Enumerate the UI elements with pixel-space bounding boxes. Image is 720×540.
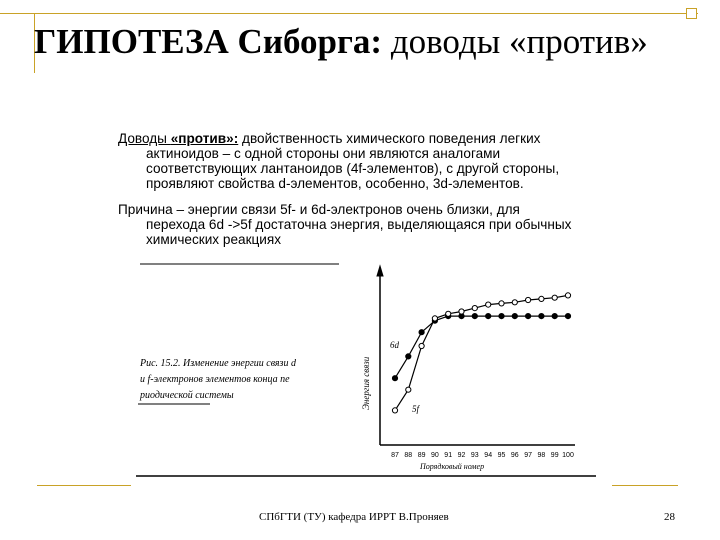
point-6d-95 <box>499 314 504 319</box>
page-number: 28 <box>664 511 675 523</box>
point-5f-91 <box>446 311 451 316</box>
point-5f-92 <box>459 309 464 314</box>
p2-line1: Причина – энергии связи 5f- и 6d-электронов очень близки, для <box>118 202 520 217</box>
x-tick-label-89: 89 <box>417 452 426 459</box>
point-5f-88 <box>406 387 411 392</box>
point-6d-94 <box>486 314 491 319</box>
x-tick-label-97: 97 <box>524 452 532 459</box>
x-tick-label-92: 92 <box>457 452 466 459</box>
y-axis-arrow <box>377 266 383 276</box>
point-5f-93 <box>472 306 477 311</box>
point-6d-99 <box>552 314 557 319</box>
title-rest: доводы «против» <box>382 22 648 61</box>
point-5f-89 <box>419 343 424 348</box>
point-5f-90 <box>432 316 437 321</box>
point-6d-97 <box>526 314 531 319</box>
x-tick-label-90: 90 <box>431 452 439 459</box>
x-tick-label-95: 95 <box>497 452 506 459</box>
point-6d-88 <box>406 354 411 359</box>
x-axis-label: Порядковый номер <box>420 462 485 471</box>
point-6d-87 <box>392 376 397 381</box>
point-5f-98 <box>539 296 544 301</box>
caption-line1: Рис. 15.2. Изменение энергии связи d <box>140 358 296 369</box>
p1-label: Доводы <box>118 131 171 146</box>
point-5f-100 <box>565 293 570 298</box>
point-5f-96 <box>512 300 517 305</box>
p2-line3: химических реакциях <box>146 232 282 247</box>
p1-bold: «против»: <box>170 131 239 146</box>
x-tick-label-87: 87 <box>391 452 399 459</box>
point-5f-97 <box>526 297 531 302</box>
p1-line2: актиноидов – с одной стороны они являются аналогами <box>146 146 501 161</box>
footer-text: СПбГТИ (ТУ) кафедра ИРРТ В.Проняев <box>259 511 449 523</box>
p2-line2: перехода 6d ->5f достаточна энергия, выделяющаяся при обычных <box>146 217 572 232</box>
caption-line2: и f-электронов элементов конца пе <box>140 374 290 385</box>
x-tick-labels <box>391 452 574 459</box>
series-label-5f: 5f <box>412 404 420 414</box>
p1-line1: двойственность химического поведения легких <box>238 131 541 146</box>
x-tick-label-100: 100 <box>562 452 574 459</box>
series-line-5f <box>395 295 568 410</box>
series-label-6d: 6d <box>390 340 399 350</box>
x-tick-label-93: 93 <box>470 452 479 459</box>
x-tick-label-96: 96 <box>510 452 519 459</box>
point-5f-99 <box>552 295 557 300</box>
p1-line3: соответствующих лантаноидов (4f-элементов), с другой стороны, <box>146 161 560 176</box>
x-tick-label-99: 99 <box>550 452 559 459</box>
point-6d-93 <box>472 314 477 319</box>
point-6d-89 <box>419 330 424 335</box>
point-5f-87 <box>392 408 397 413</box>
point-5f-94 <box>486 302 491 307</box>
point-6d-96 <box>512 314 517 319</box>
title-bold: ГИПОТЕЗА Сиборга: <box>34 22 383 61</box>
x-tick-label-88: 88 <box>404 452 413 459</box>
x-tick-label-98: 98 <box>537 452 546 459</box>
point-6d-100 <box>565 314 570 319</box>
point-5f-95 <box>499 301 504 306</box>
caption-line3: риодической системы <box>140 390 234 401</box>
x-tick-label-91: 91 <box>444 452 453 459</box>
p1-line4: проявляют свойства d-элементов, особенно, 3d-элементов. <box>146 176 524 191</box>
plot-area <box>392 293 570 413</box>
point-6d-98 <box>539 314 544 319</box>
y-axis-label: Энергия связи <box>361 356 371 410</box>
x-tick-label-94: 94 <box>484 452 493 459</box>
